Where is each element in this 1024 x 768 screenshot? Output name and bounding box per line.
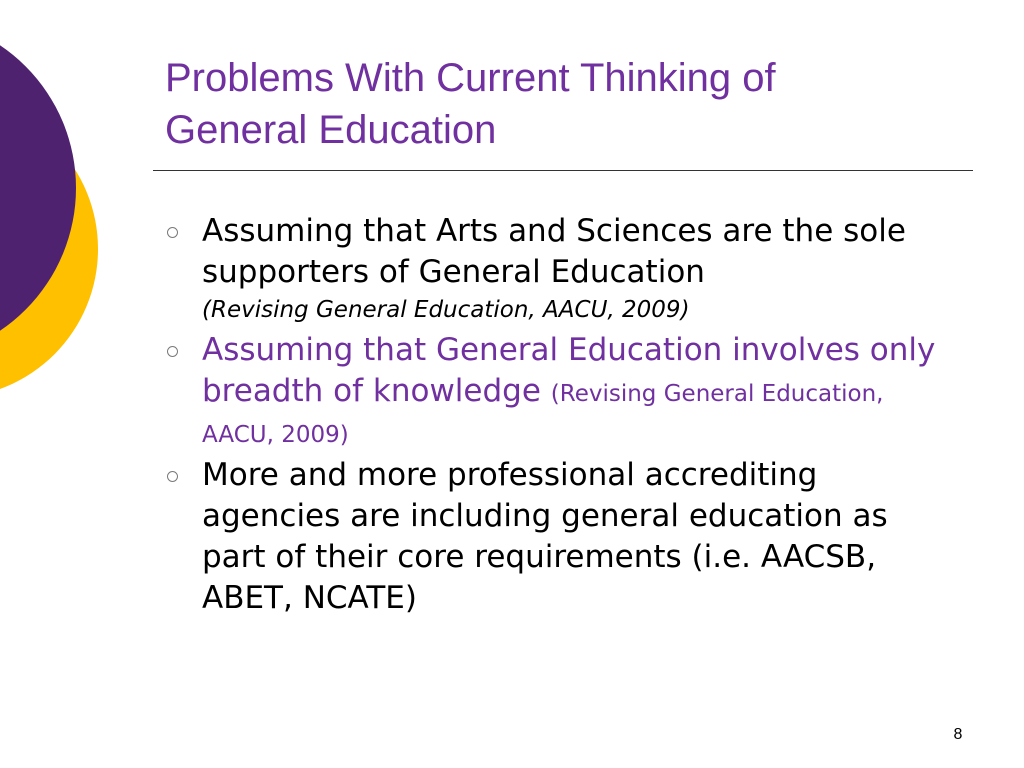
slide-title-line-2: General Education [165, 108, 497, 152]
bullet-text: More and more professional accrediting agencies are including general education as part of their core requirements (i.e. AACSB, ABET, NCATE) [202, 457, 888, 616]
title-divider [153, 170, 973, 171]
bullet-item-2 [160, 330, 960, 453]
bullet-circle-icon [167, 346, 178, 357]
bullet-circle-icon [167, 471, 178, 482]
bullet-citation: (Revising General Education, AACU, 2009) [202, 381, 884, 448]
bullet-item-3 [160, 455, 960, 619]
bullet-text: Assuming that Arts and Sciences are the sole supporters of General Education [202, 213, 906, 290]
slide-title [165, 52, 965, 156]
page-number: 8 [953, 726, 963, 743]
bullet-list [160, 211, 960, 621]
slide-title-line-1: Problems With Current Thinking of [165, 56, 776, 100]
bullet-item-1 [160, 211, 960, 328]
bullet-circle-icon [167, 227, 178, 238]
bullet-text: Assuming that General Education involves only breadth of knowledge [202, 332, 936, 409]
bullet-citation: (Revising General Education, AACU, 2009) [202, 297, 690, 323]
